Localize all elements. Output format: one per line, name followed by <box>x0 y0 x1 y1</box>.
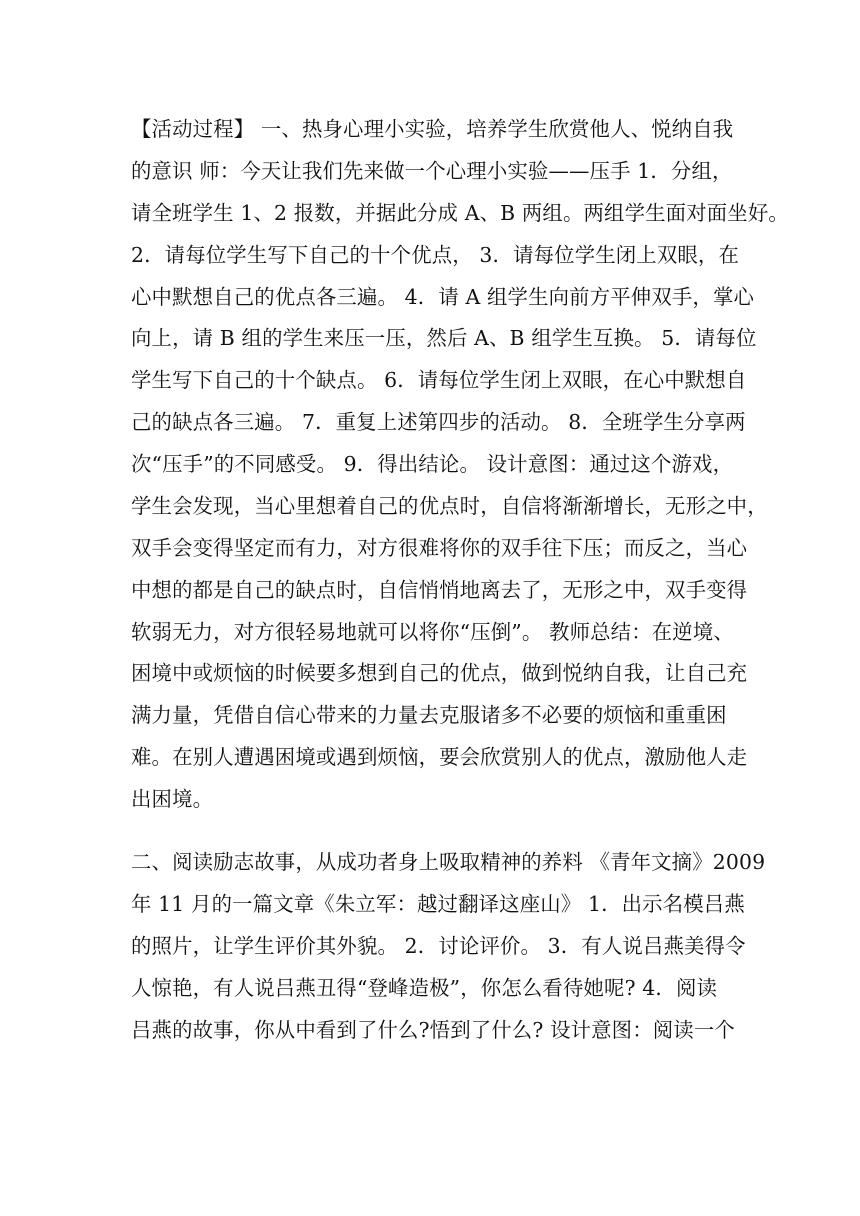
text-line: 的照片，让学生评价其外貌。 2．讨论评价。 3．有人说吕燕美得令 <box>131 934 746 958</box>
text-line: 【活动过程】 一、热身心理小实验，培养学生欣赏他人、悦纳自我 <box>131 117 734 141</box>
text-line: 心中默想自己的优点各三遍。 4．请 A 组学生向前方平伸双手，掌心 <box>131 285 755 309</box>
text-line: 年 11 月的一篇文章《朱立军：越过翻译这座山》 1．出示名模吕燕 <box>131 892 745 916</box>
text-line: 次“压手”的不同感受。 9．得出结论。 设计意图：通过这个游戏， <box>131 452 734 476</box>
text-line: 的意识 师：今天让我们先来做一个心理小实验——压手 1．分组， <box>131 159 733 183</box>
text-line: 难。在别人遭遇困境或遇到烦恼，要会欣赏别人的优点，激励他人走 <box>131 745 748 769</box>
text-line: 人惊艳，有人说吕燕丑得“登峰造极”，你怎么看待她呢? 4．阅读 <box>131 976 718 1000</box>
text-line: 吕燕的故事，你从中看到了什么?悟到了什么? 设计意图：阅读一个 <box>131 1018 735 1042</box>
text-line: 学生会发现，当心里想着自己的优点时，自信将渐渐增长，无形之中， <box>131 494 768 518</box>
text-line: 满力量，凭借自信心带来的力量去克服诸多不必要的烦恼和重重困 <box>131 703 727 727</box>
text-line: 己的缺点各三遍。 7．重复上述第四步的活动。 8．全班学生分享两 <box>131 410 746 434</box>
text-line: 二、阅读励志故事，从成功者身上吸取精神的养料 《青年文摘》2009 <box>131 850 766 874</box>
text-line: 软弱无力，对方很轻易地就可以将你“压倒”。 教师总结：在逆境、 <box>131 620 734 644</box>
text-line: 2．请每位学生写下自己的十个优点， 3．请每位学生闭上双眼，在 <box>131 243 740 267</box>
text-line: 出困境。 <box>131 787 214 811</box>
text-line: 困境中或烦恼的时候要多想到自己的优点，做到悦纳自我，让自己充 <box>131 661 748 685</box>
text-line: 中想的都是自己的缺点时，自信悄悄地离去了，无形之中，双手变得 <box>131 578 748 602</box>
text-line: 请全班学生 1、2 报数，并据此分成 A、B 两组。两组学生面对面坐好。 <box>131 201 789 225</box>
text-line: 向上，请 B 组的学生来压一压，然后 A、B 组学生互换。 5．请每位 <box>131 326 757 350</box>
text-line: 双手会变得坚定而有力，对方很难将你的双手往下压；而反之，当心 <box>131 536 748 560</box>
text-line: 学生写下自己的十个缺点。 6．请每位学生闭上双眼，在心中默想自 <box>131 368 747 392</box>
